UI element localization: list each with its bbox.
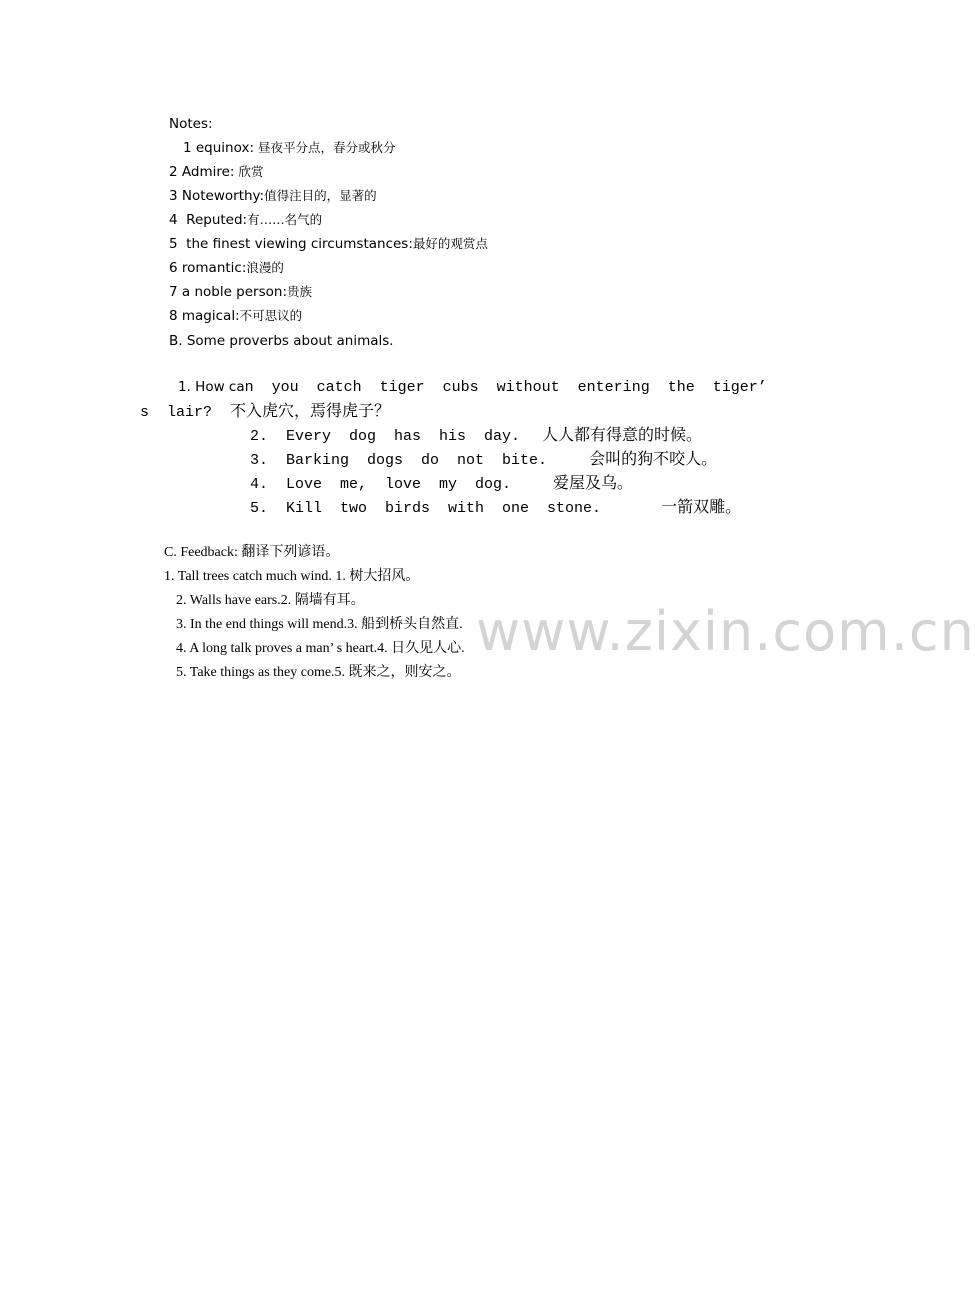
note-term: 4 Reputed:: [169, 212, 248, 228]
note-definition: 值得注目的，显著的: [264, 188, 377, 203]
proverb-text: 4. Love me, love my dog.: [250, 476, 512, 493]
note-item-3: [169, 187, 377, 205]
proverb-translation: 一箭双雕。: [661, 497, 742, 516]
note-term: 7 a noble person:: [169, 284, 287, 300]
note-term: 1 equinox:: [183, 140, 255, 156]
proverb-item-4: [250, 474, 633, 494]
note-item-4: [169, 211, 322, 229]
note-definition: 欣赏: [234, 164, 264, 179]
note-term: 3 Noteworthy:: [169, 188, 265, 204]
note-term: 8 magical:: [169, 308, 240, 324]
feedback-item-3: 3. In the end things will mend.3. 船到桥头自然直.: [176, 617, 463, 632]
feedback-item-5: 5. Take things as they come.5. 既来之，则安之。: [176, 665, 461, 680]
note-item-5: [169, 235, 488, 253]
proverb-translation: 爱屋及乌。: [553, 473, 634, 492]
watermark-text: www.zixin.com.cn: [476, 600, 975, 663]
note-item-6: [169, 259, 284, 277]
proverb-translation: 人人都有得意的时候。: [542, 425, 703, 444]
feedback-item-2: 2. Walls have ears.2. 隔墙有耳。: [176, 593, 365, 608]
proverb-text: n you catch tiger cubs without entering the tiger’: [244, 379, 767, 396]
note-term: 5 the finest viewing circumstances:: [169, 236, 413, 252]
proverb-item-2: [250, 426, 702, 446]
feedback-heading: C. Feedback: 翻译下列谚语。: [164, 545, 340, 560]
proverb-number: 1. How ca: [178, 379, 245, 395]
proverb-text: 2. Every dog has his day.: [250, 428, 521, 445]
proverb-item-1-continued: [140, 402, 390, 422]
note-item-1: [183, 139, 396, 157]
note-term: 2 Admire:: [169, 164, 235, 180]
note-definition: 贵族: [287, 284, 313, 299]
note-item-2: [169, 163, 263, 181]
note-item-7: [169, 283, 312, 301]
proverb-text: s lair?: [140, 404, 213, 421]
feedback-item-1: 1. Tall trees catch much wind. 1. 树大招风。: [164, 569, 420, 584]
section-b-heading: B. Some proverbs about animals.: [169, 333, 394, 349]
note-definition: 不可思议的: [239, 308, 303, 323]
note-definition: 昼夜平分点，春分或秋分: [254, 140, 396, 155]
proverb-translation: 不入虎穴，焉得虎子？: [230, 401, 391, 420]
proverb-text: 5. Kill two birds with one stone.: [250, 500, 602, 517]
note-definition: 浪漫的: [246, 260, 284, 275]
proverb-translation: 会叫的狗不咬人。: [589, 449, 718, 468]
proverb-item-1: [178, 378, 767, 397]
note-definition: 有……名气的: [247, 212, 323, 227]
notes-heading: Notes:: [169, 116, 213, 132]
proverb-item-3: [250, 450, 717, 470]
proverb-item-5: [250, 498, 741, 518]
feedback-item-4: 4. A long talk proves a man’ s heart.4. 日久见人心.: [176, 641, 465, 656]
note-term: 6 romantic:: [169, 260, 247, 276]
note-item-8: [169, 307, 302, 325]
proverb-text: 3. Barking dogs do not bite.: [250, 452, 548, 469]
note-definition: 最好的观赏点: [412, 236, 488, 251]
